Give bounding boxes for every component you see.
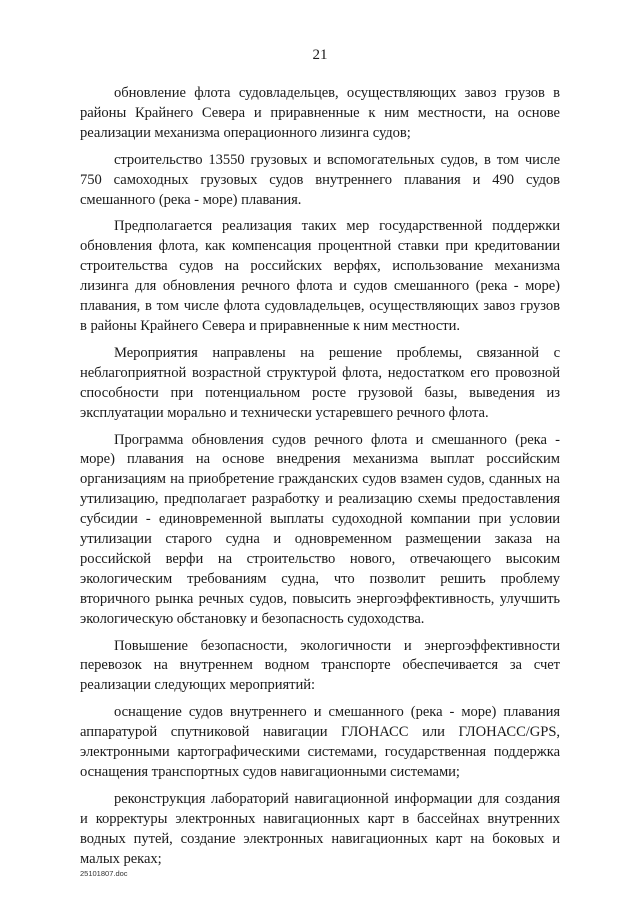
paragraph: обновление флота судовладельцев, осуществляющих завоз грузов в районы Крайнего Севера и приравненные к ним местности, на основе реализации механизма операционного лизинга судов; (80, 85, 560, 141)
footer-filename: 25101807.doc (80, 869, 128, 878)
paragraph: Мероприятия направлены на решение проблемы, связанной с неблагоприятной возрастной структурой флота, недостатком его провозной способности при потенциальном росте грузовой базы, выведения из эксплуатации морально и технически устаревшего речного флота. (80, 344, 560, 421)
document-body (80, 84, 560, 877)
paragraph: Предполагается реализация таких мер государственной поддержки обновления флота, как компенсация процентной ставки при кредитовании строительства судов на российских верфях, использование механизма лизинга для обновления речного флота и судов смешанного (река - море) плавания, в том числе флота судовладельцев, осуществляющих завоз грузов в районы Крайнего Севера и приравненные к ним местности. (80, 218, 560, 334)
paragraph: Повышение безопасности, экологичности и энергоэффективности перевозок на внутреннем водном транспорте обеспечивается за счет реализации следующих мероприятий: (80, 637, 560, 694)
paragraph: оснащение судов внутреннего и смешанного (река - море) плавания аппаратурой спутниковой навигации ГЛОНАСС или ГЛОНАСС/GPS, электронными картографическими системами, государственная поддержка оснащения транспортных судов навигационными системами; (80, 704, 560, 780)
paragraph: Программа обновления судов речного флота и смешанного (река - море) плавания на основе внедрения механизма выплат российским организациям на приобретение гражданских судов взамен судов, сданных на утилизацию, предполагает разработку и реализацию схемы предоставления субсидии - единовременной выплаты судоходной компании при условии утилизации старого судна и одновременном размещении заказа на российской верфи на строительство нового, отвечающего высоким экологическим требованиям судна, что позволит решить проблему вторичного рынка речных судов, повысить энергоэффективность, улучшить экологическую обстановку и безопасность судоходства. (80, 431, 560, 627)
paragraph: строительство 13550 грузовых и вспомогательных судов, в том числе 750 самоходных грузовых судов внутреннего плавания и 490 судов смешанного (река - море) плавания. (80, 151, 560, 208)
page-number: 21 (312, 47, 328, 63)
paragraph: реконструкция лабораторий навигационной информации для создания и корректуры электронных навигационных карт в бассейнах внутренних водных путей, создание электронных навигационных карт на боковых и малых реках; (80, 790, 560, 867)
